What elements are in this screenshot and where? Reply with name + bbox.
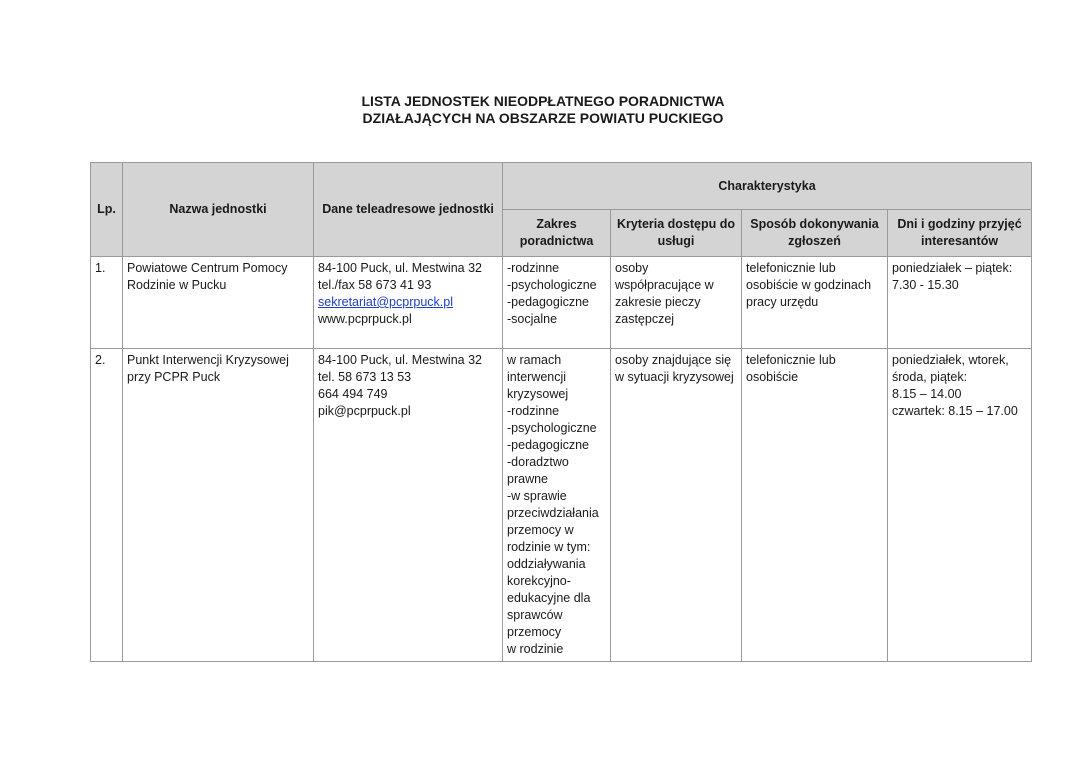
cell-method: telefonicznie lub osobiście	[742, 349, 888, 662]
email-text: pik@pcprpuck.pl	[318, 404, 411, 418]
cell-hours: poniedziałek, wtorek, środa, piątek: 8.15 – 14.00 czwartek: 8.15 – 17.00	[888, 349, 1032, 662]
title-line-1: LISTA JEDNOSTEK NIEODPŁATNEGO PORADNICTWA	[361, 93, 725, 109]
header-contact: Dane teleadresowe jednostki	[314, 163, 503, 257]
website-text: www.pcprpuck.pl	[318, 312, 412, 326]
cell-scope: w ramach interwencji kryzysowej -rodzinne -psychologiczne -pedagogiczne -doradztwo prawne -w sprawie przeciwdziałania przemocy w rodzinie w tym: oddziaływania korekcyjno- edukacyjne dla sprawców przemocy w rodzinie	[503, 349, 611, 662]
header-hours: Dni i godziny przyjęć interesantów	[888, 210, 1032, 257]
cell-method: telefonicznie lub osobiście w godzinach pracy urzędu	[742, 257, 888, 349]
cell-contact: 84-100 Puck, ul. Mestwina 32 tel./fax 58 673 41 93 sekretariat@pcprpuck.pl www.pcprpuck.pl	[314, 257, 503, 349]
units-table	[90, 162, 1032, 662]
document-title	[0, 93, 1086, 127]
cell-criteria: osoby znajdujące się w sytuacji kryzysowej	[611, 349, 742, 662]
table-row	[91, 257, 1032, 349]
header-scope: Zakres poradnictwa	[503, 210, 611, 257]
header-lp: Lp.	[91, 163, 123, 257]
header-criteria: Kryteria dostępu do usługi	[611, 210, 742, 257]
header-characteristics: Charakterystyka	[503, 163, 1032, 210]
cell-scope: -rodzinne -psychologiczne -pedagogiczne -socjalne	[503, 257, 611, 349]
cell-hours: poniedziałek – piątek: 7.30 - 15.30	[888, 257, 1032, 349]
cell-lp: 1.	[91, 257, 123, 349]
email-link[interactable]: sekretariat@pcprpuck.pl	[318, 295, 453, 309]
cell-criteria: osoby współpracujące w zakresie pieczy zastępczej	[611, 257, 742, 349]
header-method: Sposób dokonywania zgłoszeń	[742, 210, 888, 257]
table-row	[91, 349, 1032, 662]
header-name: Nazwa jednostki	[123, 163, 314, 257]
cell-name: Powiatowe Centrum Pomocy Rodzinie w Pucku	[123, 257, 314, 349]
cell-lp: 2.	[91, 349, 123, 662]
cell-contact: 84-100 Puck, ul. Mestwina 32 tel. 58 673 13 53 664 494 749 pik@pcprpuck.pl	[314, 349, 503, 662]
cell-name: Punkt Interwencji Kryzysowej przy PCPR Puck	[123, 349, 314, 662]
title-line-2: DZIAŁAJĄCYCH NA OBSZARZE POWIATU PUCKIEGO	[362, 110, 724, 126]
